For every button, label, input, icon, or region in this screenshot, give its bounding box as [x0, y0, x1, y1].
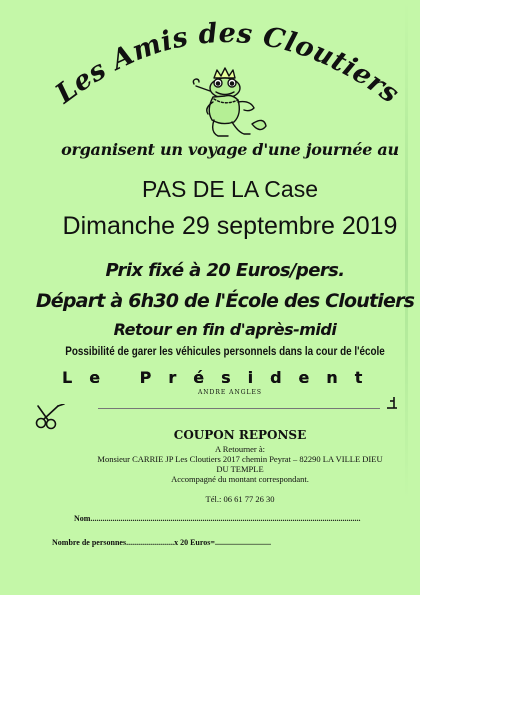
name-field[interactable]: Nom....................................................................................................................................... [74, 514, 361, 523]
frog-mascot-icon [192, 64, 272, 142]
people-count-field[interactable]: Nombre de personnes........................x 20 Euros=............................ [52, 538, 271, 547]
coupon-return-to: A Retourner à: [214, 444, 266, 454]
coupon-address-line2: DU TEMPLE [216, 464, 264, 474]
parking-line: Possibilité de garer les véhicules personnels dans la cour de l'école [65, 346, 385, 358]
return-line: Retour en fin d'après-midi [113, 320, 337, 339]
coupon-title: COUPON REPONSE [173, 428, 307, 442]
president-name: ANDRE ANGLES [197, 389, 263, 396]
scissors-icon [34, 404, 68, 430]
cut-line [98, 408, 380, 409]
coupon-address-line1: Monsieur CARRIE JP Les Cloutiers 2017 chemin Peyrat – 82290 LA VILLE DIEU [97, 454, 383, 464]
destination: PAS DE LA Case [142, 176, 318, 202]
departure-line: Départ à 6h30 de l'École des Cloutiers [35, 290, 415, 312]
coupon-accompanied: Accompagné du montant correspondant. [171, 474, 309, 484]
trip-date: Dimanche 29 septembre 2019 [62, 212, 398, 240]
cut-mark-icon [385, 396, 399, 410]
invitation-line: organisent un voyage d'une journée au [61, 140, 399, 159]
president-title: Le Président [62, 368, 380, 387]
coupon-phone: Tél.: 06 61 77 26 30 [205, 494, 275, 504]
price-line: Prix fixé à 20 Euros/pers. [105, 260, 345, 281]
club-name-text: Les Amis des Cloutiers [50, 17, 405, 110]
